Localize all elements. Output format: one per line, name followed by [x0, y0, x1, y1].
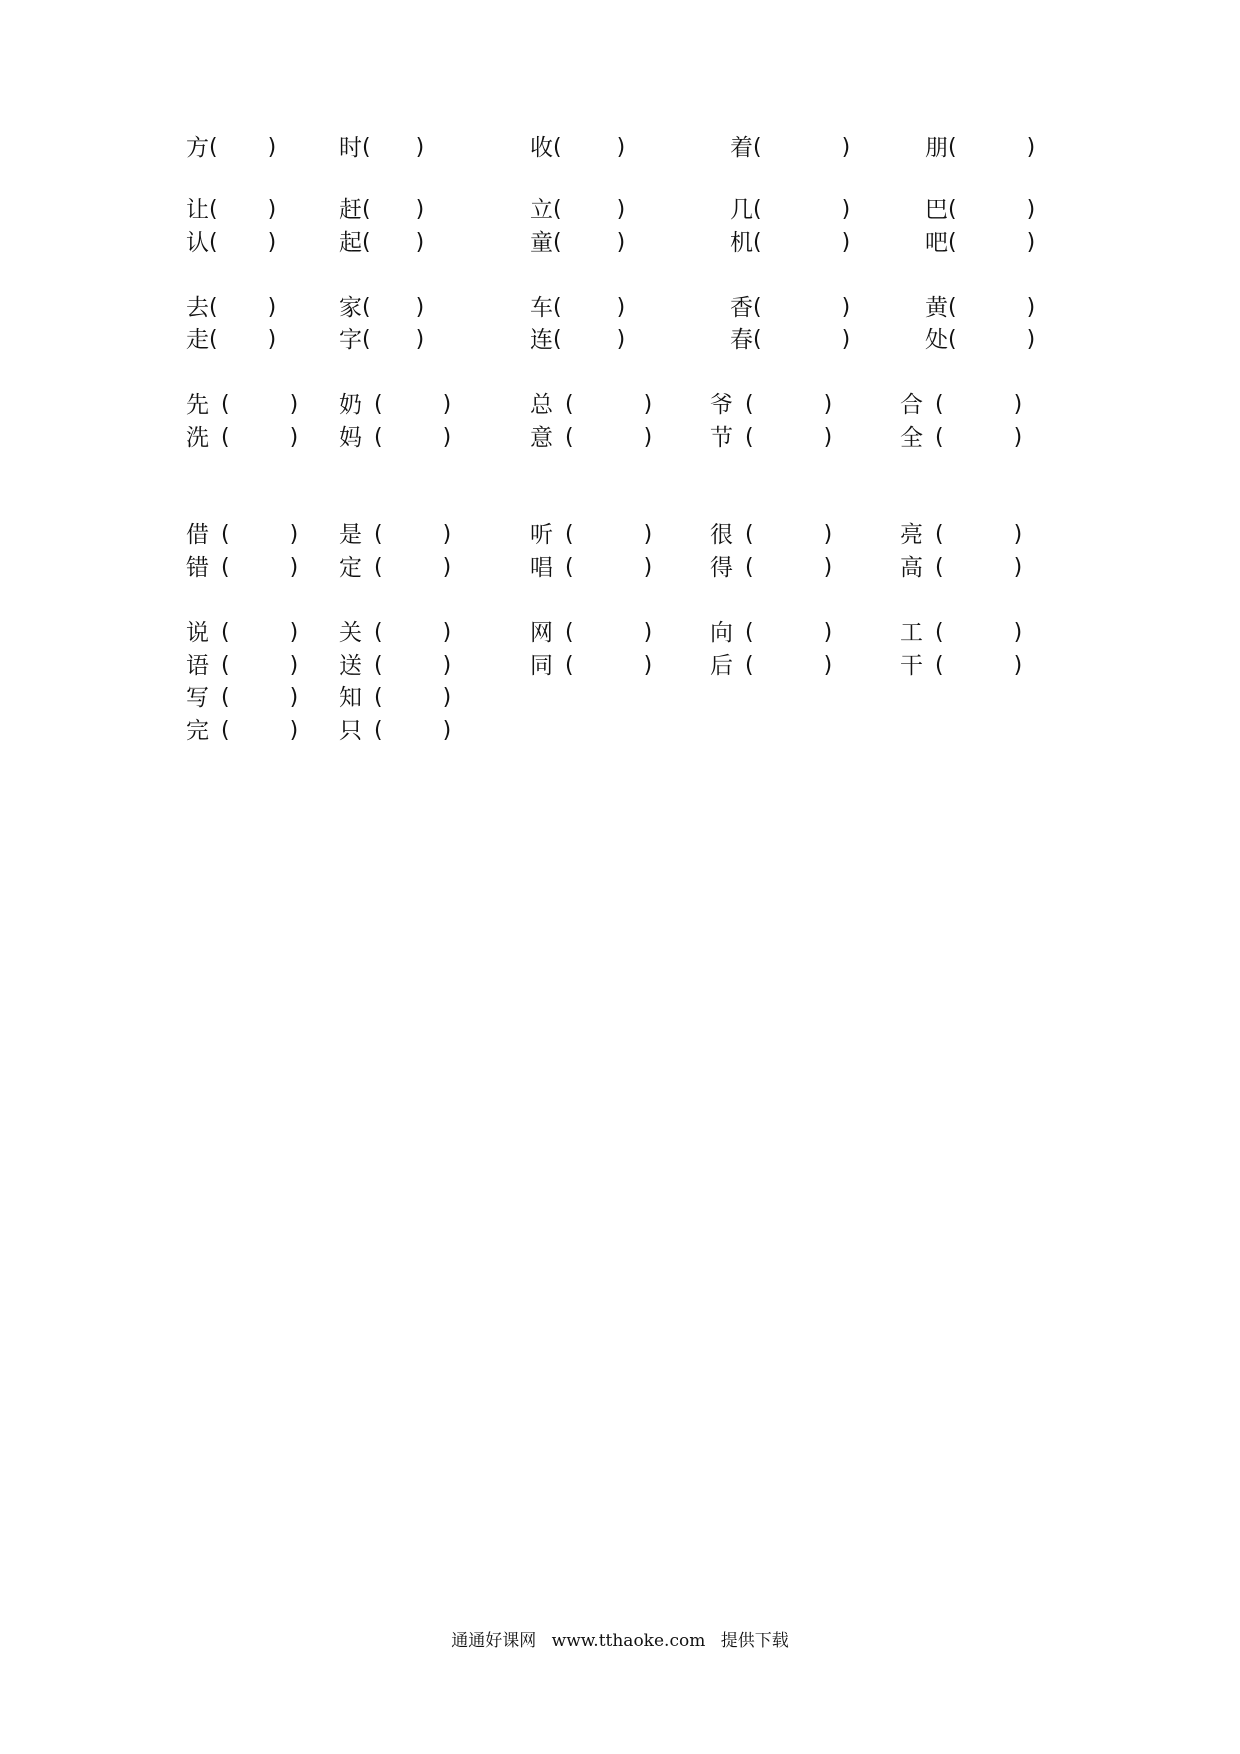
close-paren: ) [643, 425, 653, 450]
character: 处 [925, 327, 948, 353]
character: 着 [730, 135, 753, 161]
word-blank-item [925, 226, 1035, 260]
word-blank-item [900, 649, 1022, 683]
character: 黄 [925, 295, 948, 321]
word-blank-item [186, 226, 276, 260]
open-paren: ( [745, 425, 754, 450]
close-paren: ) [442, 718, 452, 743]
word-blank-item [730, 226, 850, 260]
word-blank-item [710, 518, 832, 552]
word-blank-item [339, 193, 424, 227]
close-paren: ) [616, 327, 626, 352]
word-blank-item [530, 226, 625, 260]
close-paren: ) [823, 425, 833, 450]
close-paren: ) [643, 392, 653, 417]
word-blank-item [339, 551, 451, 585]
word-blank-item [530, 551, 652, 585]
open-paren: ( [753, 230, 762, 255]
open-paren: ( [374, 522, 383, 547]
close-paren: ) [841, 197, 851, 222]
open-paren: ( [221, 685, 230, 710]
open-paren: ( [362, 230, 371, 255]
word-blank-item [186, 421, 298, 455]
word-blank-item [530, 388, 652, 422]
open-paren: ( [948, 197, 957, 222]
word-blank-item [186, 388, 298, 422]
open-paren: ( [362, 135, 371, 160]
word-blank-item [530, 649, 652, 683]
word-blank-item [186, 649, 298, 683]
close-paren: ) [1013, 392, 1023, 417]
open-paren: ( [745, 392, 754, 417]
character: 亮 [900, 522, 923, 548]
open-paren: ( [553, 197, 562, 222]
word-blank-item [530, 323, 625, 357]
open-paren: ( [753, 295, 762, 320]
open-paren: ( [374, 685, 383, 710]
close-paren: ) [415, 327, 425, 352]
close-paren: ) [415, 230, 425, 255]
close-paren: ) [616, 197, 626, 222]
close-paren: ) [1013, 425, 1023, 450]
open-paren: ( [565, 392, 574, 417]
word-blank-item [730, 323, 850, 357]
footer-suffix: 提供下载 [720, 1631, 789, 1651]
close-paren: ) [1013, 653, 1023, 678]
open-paren: ( [553, 230, 562, 255]
close-paren: ) [442, 555, 452, 580]
word-blank-item [339, 131, 424, 165]
character: 总 [530, 392, 553, 418]
word-blank-item [339, 681, 451, 715]
character: 起 [339, 230, 362, 256]
close-paren: ) [1026, 135, 1036, 160]
close-paren: ) [1026, 327, 1036, 352]
word-blank-item [339, 714, 451, 748]
word-blank-item [186, 714, 298, 748]
word-blank-item [186, 616, 298, 650]
close-paren: ) [1026, 295, 1036, 320]
open-paren: ( [374, 620, 383, 645]
open-paren: ( [935, 392, 944, 417]
footer [0, 1626, 1240, 1651]
character: 香 [730, 295, 753, 321]
open-paren: ( [565, 555, 574, 580]
close-paren: ) [289, 392, 299, 417]
character: 机 [730, 230, 753, 256]
word-blank-item [925, 323, 1035, 357]
character: 意 [530, 425, 553, 451]
word-blank-item [339, 616, 451, 650]
close-paren: ) [841, 135, 851, 160]
character: 奶 [339, 392, 362, 418]
word-blank-item [186, 518, 298, 552]
character: 错 [186, 555, 209, 581]
footer-url[interactable]: www.tthaoke.com [551, 1631, 706, 1651]
close-paren: ) [823, 555, 833, 580]
close-paren: ) [1013, 555, 1023, 580]
close-paren: ) [643, 620, 653, 645]
open-paren: ( [374, 555, 383, 580]
word-blank-item [925, 193, 1035, 227]
character: 连 [530, 327, 553, 353]
close-paren: ) [289, 425, 299, 450]
word-blank-item [530, 193, 625, 227]
close-paren: ) [415, 197, 425, 222]
word-blank-item [339, 226, 424, 260]
open-paren: ( [362, 295, 371, 320]
character: 妈 [339, 425, 362, 451]
character: 定 [339, 555, 362, 581]
character: 全 [900, 425, 923, 451]
close-paren: ) [289, 522, 299, 547]
word-blank-item [900, 518, 1022, 552]
open-paren: ( [935, 555, 944, 580]
open-paren: ( [374, 425, 383, 450]
close-paren: ) [442, 653, 452, 678]
character: 巴 [925, 197, 948, 223]
open-paren: ( [935, 522, 944, 547]
open-paren: ( [948, 135, 957, 160]
character: 赶 [339, 197, 362, 223]
character: 听 [530, 522, 553, 548]
character: 借 [186, 522, 209, 548]
open-paren: ( [565, 653, 574, 678]
open-paren: ( [565, 425, 574, 450]
open-paren: ( [948, 295, 957, 320]
open-paren: ( [221, 425, 230, 450]
character: 车 [530, 295, 553, 321]
close-paren: ) [1026, 230, 1036, 255]
open-paren: ( [221, 392, 230, 417]
footer-site-name: 通通好课网 [451, 1631, 537, 1651]
character: 向 [710, 620, 733, 646]
open-paren: ( [362, 197, 371, 222]
character: 得 [710, 555, 733, 581]
close-paren: ) [289, 620, 299, 645]
word-blank-item [186, 551, 298, 585]
open-paren: ( [948, 327, 957, 352]
word-blank-item [900, 616, 1022, 650]
close-paren: ) [841, 295, 851, 320]
character: 字 [339, 327, 362, 353]
close-paren: ) [616, 295, 626, 320]
word-blank-item [710, 616, 832, 650]
close-paren: ) [289, 718, 299, 743]
open-paren: ( [221, 620, 230, 645]
open-paren: ( [745, 522, 754, 547]
character: 很 [710, 522, 733, 548]
character: 去 [186, 295, 209, 321]
close-paren: ) [267, 327, 277, 352]
open-paren: ( [221, 718, 230, 743]
character: 干 [900, 653, 923, 679]
character: 朋 [925, 135, 948, 161]
character: 知 [339, 685, 362, 711]
character: 语 [186, 653, 209, 679]
character: 送 [339, 653, 362, 679]
character: 是 [339, 522, 362, 548]
close-paren: ) [267, 197, 277, 222]
character: 写 [186, 685, 209, 711]
close-paren: ) [415, 135, 425, 160]
close-paren: ) [289, 555, 299, 580]
character: 让 [186, 197, 209, 223]
character: 说 [186, 620, 209, 646]
character: 唱 [530, 555, 553, 581]
word-blank-item [186, 323, 276, 357]
open-paren: ( [553, 135, 562, 160]
character: 先 [186, 392, 209, 418]
open-paren: ( [221, 653, 230, 678]
word-blank-item [186, 193, 276, 227]
character: 网 [530, 620, 553, 646]
open-paren: ( [935, 620, 944, 645]
character: 工 [900, 620, 923, 646]
close-paren: ) [267, 230, 277, 255]
close-paren: ) [442, 522, 452, 547]
character: 春 [730, 327, 753, 353]
character: 走 [186, 327, 209, 353]
word-blank-item [186, 131, 276, 165]
word-blank-item [900, 551, 1022, 585]
character: 认 [186, 230, 209, 256]
word-blank-item [339, 518, 451, 552]
character: 时 [339, 135, 362, 161]
open-paren: ( [753, 327, 762, 352]
character: 方 [186, 135, 209, 161]
open-paren: ( [753, 135, 762, 160]
close-paren: ) [1013, 620, 1023, 645]
close-paren: ) [643, 522, 653, 547]
word-blank-item [186, 681, 298, 715]
word-blank-item [339, 388, 451, 422]
character: 高 [900, 555, 923, 581]
word-blank-item [710, 551, 832, 585]
open-paren: ( [209, 135, 218, 160]
close-paren: ) [841, 327, 851, 352]
open-paren: ( [209, 295, 218, 320]
open-paren: ( [553, 295, 562, 320]
open-paren: ( [565, 620, 574, 645]
close-paren: ) [823, 522, 833, 547]
open-paren: ( [209, 230, 218, 255]
word-blank-item [530, 421, 652, 455]
word-blank-item [186, 291, 276, 325]
close-paren: ) [823, 620, 833, 645]
close-paren: ) [442, 685, 452, 710]
open-paren: ( [935, 425, 944, 450]
close-paren: ) [289, 653, 299, 678]
word-blank-item [339, 323, 424, 357]
character: 家 [339, 295, 362, 321]
word-blank-item [530, 518, 652, 552]
character: 童 [530, 230, 553, 256]
close-paren: ) [267, 295, 277, 320]
word-blank-item [730, 193, 850, 227]
open-paren: ( [745, 653, 754, 678]
word-blank-item [925, 131, 1035, 165]
open-paren: ( [362, 327, 371, 352]
close-paren: ) [1013, 522, 1023, 547]
close-paren: ) [415, 295, 425, 320]
word-blank-item [339, 421, 451, 455]
word-blank-item [339, 291, 424, 325]
open-paren: ( [565, 522, 574, 547]
close-paren: ) [616, 135, 626, 160]
word-blank-item [530, 616, 652, 650]
character: 合 [900, 392, 923, 418]
open-paren: ( [374, 718, 383, 743]
close-paren: ) [643, 653, 653, 678]
word-blank-item [710, 388, 832, 422]
open-paren: ( [374, 653, 383, 678]
word-blank-item [900, 388, 1022, 422]
close-paren: ) [643, 555, 653, 580]
character: 关 [339, 620, 362, 646]
open-paren: ( [948, 230, 957, 255]
close-paren: ) [442, 425, 452, 450]
open-paren: ( [745, 620, 754, 645]
close-paren: ) [616, 230, 626, 255]
character: 节 [710, 425, 733, 451]
close-paren: ) [442, 392, 452, 417]
open-paren: ( [745, 555, 754, 580]
character: 后 [710, 653, 733, 679]
close-paren: ) [289, 685, 299, 710]
close-paren: ) [267, 135, 277, 160]
character: 完 [186, 718, 209, 744]
close-paren: ) [841, 230, 851, 255]
word-blank-item [730, 131, 850, 165]
word-blank-item [925, 291, 1035, 325]
character: 收 [530, 135, 553, 161]
word-blank-item [710, 421, 832, 455]
open-paren: ( [221, 522, 230, 547]
character: 只 [339, 718, 362, 744]
character: 爷 [710, 392, 733, 418]
word-blank-item [710, 649, 832, 683]
character: 同 [530, 653, 553, 679]
word-blank-item [530, 291, 625, 325]
open-paren: ( [553, 327, 562, 352]
character: 洗 [186, 425, 209, 451]
character: 立 [530, 197, 553, 223]
character: 几 [730, 197, 753, 223]
word-blank-item [530, 131, 625, 165]
word-blank-item [730, 291, 850, 325]
open-paren: ( [935, 653, 944, 678]
close-paren: ) [442, 620, 452, 645]
open-paren: ( [753, 197, 762, 222]
word-blank-item [900, 421, 1022, 455]
close-paren: ) [823, 653, 833, 678]
open-paren: ( [374, 392, 383, 417]
character: 吧 [925, 230, 948, 256]
open-paren: ( [221, 555, 230, 580]
close-paren: ) [1026, 197, 1036, 222]
open-paren: ( [209, 197, 218, 222]
word-blank-item [339, 649, 451, 683]
open-paren: ( [209, 327, 218, 352]
close-paren: ) [823, 392, 833, 417]
